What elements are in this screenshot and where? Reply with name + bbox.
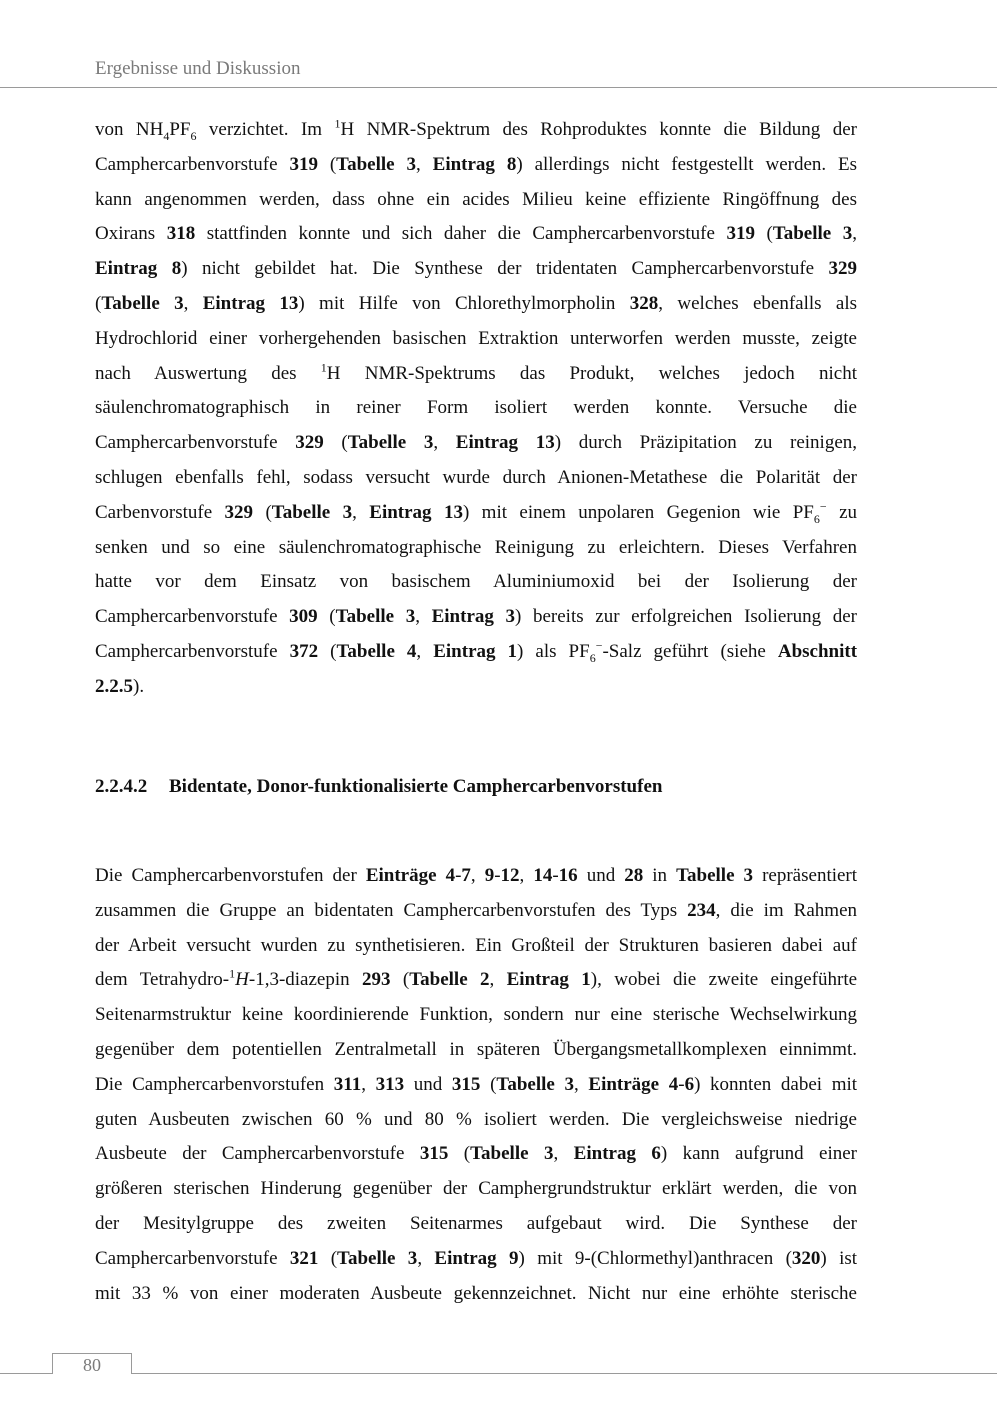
text-run: schlugen ebenfalls fehl, sodass versucht wurde durch Anionen-Metathese die Polarität der bbox=[95, 466, 857, 488]
text-run: und bbox=[577, 865, 625, 886]
text-line bbox=[95, 496, 857, 531]
text-run: ( bbox=[95, 292, 102, 314]
italic-text: H bbox=[235, 969, 249, 991]
text-run: Carbenvorstufe bbox=[95, 501, 225, 523]
text-line bbox=[95, 357, 857, 392]
text-run: größeren sterischen Hinderung gegenüber der Camphergrundstruktur erklärt werden, die von bbox=[95, 1178, 857, 1200]
text-run: -Salz geführt (siehe bbox=[602, 640, 778, 662]
section-number: 2.2.4.2 bbox=[95, 776, 148, 797]
text-run: ) ist bbox=[820, 1247, 858, 1269]
text-run: ), wobei die zweite eingeführte bbox=[590, 969, 858, 991]
bold-text: 234 bbox=[687, 899, 716, 921]
text-run: ) mit Hilfe von Chlorethylmorpholin bbox=[298, 292, 630, 314]
bold-text: Einträge 4 bbox=[365, 865, 456, 886]
text-run: ( bbox=[754, 223, 773, 245]
text-line bbox=[95, 894, 857, 929]
text-run: H NMR-Spektrums das Produkt, welches jedoch nicht bbox=[326, 362, 857, 384]
text-run: Camphercarbenvorstufe bbox=[95, 153, 290, 175]
bold-text: 315 bbox=[451, 1073, 481, 1095]
bold-text: 12 bbox=[500, 865, 520, 886]
bold-text: 16 bbox=[558, 865, 578, 886]
text-line bbox=[95, 1277, 857, 1312]
bold-text: 329 bbox=[295, 432, 324, 454]
text-line bbox=[95, 1033, 857, 1068]
text-run: Seitenarmstruktur keine koordinierende Funktion, sondern nur eine sterische Wechselwirkung bbox=[95, 1004, 857, 1026]
text-run: , bbox=[416, 153, 433, 175]
text-line bbox=[95, 287, 857, 322]
text-line bbox=[95, 183, 857, 218]
text-run: verzichtet. Im bbox=[196, 119, 335, 140]
text-run: Hydrochlorid einer vorhergehenden basischen Extraktion unterworfen werden musste, zeigte bbox=[95, 327, 857, 349]
body-paragraph-2 bbox=[95, 859, 857, 1311]
bold-text: Tabelle 3 bbox=[336, 153, 416, 175]
text-run: , bbox=[352, 501, 370, 523]
text-line bbox=[95, 963, 857, 998]
text-run: Ausbeute der Camphercarbenvorstufe bbox=[95, 1143, 420, 1165]
section-heading bbox=[95, 776, 662, 798]
text-run: , bbox=[489, 969, 507, 991]
bold-text: 328 bbox=[629, 292, 659, 314]
text-run: H NMR-Spektrum des Rohproduktes konnte die Bildung der bbox=[340, 119, 857, 140]
text-line bbox=[95, 391, 857, 426]
text-run: ( bbox=[323, 432, 348, 454]
text-run: von NH bbox=[95, 119, 164, 140]
header-rule bbox=[0, 87, 997, 88]
text-run: , bbox=[573, 1073, 589, 1095]
bold-text: 293 bbox=[362, 969, 391, 991]
bold-text: Eintrag 8 bbox=[95, 258, 182, 280]
bold-text: Eintrag 6 bbox=[573, 1143, 661, 1165]
text-line bbox=[95, 148, 857, 183]
text-run: nach Auswertung des bbox=[95, 362, 321, 384]
bold-text: 320 bbox=[791, 1247, 821, 1269]
text-run: ) mit einem unpolaren Gegenion wie PF bbox=[462, 501, 814, 523]
text-line bbox=[95, 1068, 857, 1103]
bold-text: Eintrag 1 bbox=[433, 640, 518, 662]
text-run: , bbox=[361, 1073, 376, 1095]
text-run: ( bbox=[318, 1247, 338, 1269]
text-line bbox=[95, 322, 857, 357]
text-line bbox=[95, 929, 857, 964]
subscript: 6 bbox=[813, 511, 820, 526]
text-run: zusammen die Gruppe an bidentaten Camphercarbenvorstufen des Typs bbox=[95, 899, 688, 921]
text-line bbox=[95, 531, 857, 566]
text-run: -1,3-diazepin bbox=[248, 969, 362, 991]
bold-text: 315 bbox=[419, 1143, 449, 1165]
text-line bbox=[95, 1103, 857, 1138]
text-run: , bbox=[417, 1247, 435, 1269]
text-line bbox=[95, 998, 857, 1033]
text-run: - bbox=[494, 865, 501, 886]
text-run: ) bereits zur erfolgreichen Isolierung der bbox=[515, 606, 857, 628]
body-paragraph-1 bbox=[95, 113, 857, 705]
text-run: , bbox=[415, 606, 432, 628]
bold-text: 28 bbox=[624, 865, 644, 886]
bold-text: Einträge 4 bbox=[588, 1073, 679, 1095]
text-run: kann angenommen werden, dass ohne ein acides Milieu keine effiziente Ringöffnung des bbox=[95, 188, 857, 210]
page-number: 80 bbox=[83, 1355, 101, 1375]
text-run: ( bbox=[480, 1073, 497, 1095]
text-run: und bbox=[404, 1073, 452, 1095]
text-run: ) nicht gebildet hat. Die Synthese der tridentaten Camphercarbenvorstufe bbox=[181, 258, 829, 280]
bold-text: Tabelle 3 bbox=[337, 1247, 418, 1269]
text-run: mit 33 % von einer moderaten Ausbeute gekennzeichnet. Nicht nur eine erhöhte sterische bbox=[95, 1282, 857, 1304]
bold-text: Eintrag 3 bbox=[431, 606, 516, 628]
text-line bbox=[95, 217, 857, 252]
text-line bbox=[95, 1137, 857, 1172]
text-run: Camphercarbenvorstufe bbox=[95, 432, 296, 454]
bold-text: 313 bbox=[375, 1073, 405, 1095]
text-run: , bbox=[852, 223, 858, 245]
text-line bbox=[95, 1172, 857, 1207]
text-run: senken und so eine säulenchromatographische Reinigung zu erleichtern. Dieses Verfahren bbox=[95, 536, 857, 558]
section-title: Bidentate, Donor-funktionalisierte Camphercarbenvorstufen bbox=[169, 776, 663, 797]
text-run: ). bbox=[133, 675, 145, 697]
text-run: Camphercarbenvorstufe bbox=[95, 640, 290, 662]
superscript: − bbox=[819, 499, 827, 514]
bold-text: Abschnitt bbox=[777, 640, 858, 662]
text-line bbox=[95, 252, 857, 287]
bold-text: Tabelle 3 bbox=[335, 606, 416, 628]
text-run: Camphercarbenvorstufe bbox=[95, 606, 290, 628]
bold-text: 6 bbox=[684, 1073, 695, 1095]
text-run: , bbox=[553, 1143, 574, 1165]
superscript: − bbox=[595, 638, 603, 653]
bold-text: Tabelle 3 bbox=[347, 432, 434, 454]
text-run: , welches ebenfalls als bbox=[658, 292, 857, 314]
text-run: ( bbox=[317, 153, 337, 175]
footer-rule bbox=[131, 1373, 997, 1374]
text-run: guten Ausbeuten zwischen 60 % und 80 % isoliert werden. Die vergleichsweise niedrige bbox=[95, 1108, 857, 1130]
superscript: 1 bbox=[334, 116, 341, 131]
running-header: Ergebnisse und Diskussion bbox=[95, 58, 301, 79]
text-line bbox=[95, 635, 857, 670]
text-run: Camphercarbenvorstufe bbox=[95, 1247, 290, 1269]
bold-text: Tabelle 3 bbox=[470, 1143, 554, 1165]
text-line bbox=[95, 1242, 857, 1277]
bold-text: Tabelle 2 bbox=[409, 969, 490, 991]
bold-text: 329 bbox=[828, 258, 857, 280]
text-run: ) durch Präzipitation zu reinigen, bbox=[554, 432, 858, 454]
text-line bbox=[95, 461, 857, 496]
text-line bbox=[95, 600, 857, 635]
text-run: ( bbox=[318, 640, 337, 662]
bold-text: Eintrag 13 bbox=[455, 432, 555, 454]
text-line bbox=[95, 426, 857, 461]
bold-text: 14 bbox=[533, 865, 553, 886]
text-run: Oxirans bbox=[95, 223, 167, 245]
text-run: ( bbox=[253, 501, 272, 523]
bold-text: 318 bbox=[166, 223, 196, 245]
text-run: ) mit 9-(Chlormethyl)anthracen ( bbox=[518, 1247, 792, 1269]
text-run: - bbox=[455, 865, 462, 886]
text-run: in bbox=[643, 865, 677, 886]
bold-text: 329 bbox=[224, 501, 254, 523]
bold-text: 309 bbox=[289, 606, 318, 628]
bold-text: Tabelle 3 bbox=[496, 1073, 574, 1095]
superscript: 1 bbox=[320, 360, 327, 375]
subscript: 6 bbox=[589, 650, 596, 665]
bold-text: 9 bbox=[484, 865, 495, 886]
text-line bbox=[95, 859, 857, 894]
text-run: ( bbox=[317, 606, 336, 628]
text-run: dem Tetrahydro- bbox=[95, 969, 230, 991]
text-run: ( bbox=[390, 969, 410, 991]
text-run: der Arbeit versucht wurden zu synthetisieren. Ein Großteil der Strukturen basieren dabei auf bbox=[95, 934, 857, 956]
bold-text: 319 bbox=[726, 223, 755, 245]
text-run: ) allerdings nicht festgestellt werden. Es bbox=[516, 153, 858, 175]
text-run: Die Camphercarbenvorstufen bbox=[95, 1073, 334, 1095]
text-run: gegenüber dem potentiellen Zentralmetall in späteren Übergangsmetallkomplexen einnimmt. bbox=[95, 1038, 857, 1060]
text-run: ) kann aufgrund einer bbox=[660, 1143, 858, 1165]
text-line bbox=[95, 565, 857, 600]
text-run: , bbox=[519, 865, 534, 886]
bold-text: 311 bbox=[333, 1073, 362, 1095]
subscript: 4 bbox=[163, 128, 170, 143]
text-run: Die Camphercarbenvorstufen der bbox=[95, 865, 366, 886]
bold-text: Tabelle 3 bbox=[271, 501, 353, 523]
text-run: stattfinden konnte und sich daher die Camphercarbenvorstufe bbox=[195, 223, 727, 245]
text-run: , bbox=[433, 432, 456, 454]
text-run: säulenchromatographisch in reiner Form isoliert werden konnte. Versuche die bbox=[95, 397, 857, 419]
bold-text: 321 bbox=[289, 1247, 319, 1269]
bold-text: Eintrag 13 bbox=[202, 292, 299, 314]
bold-text: Tabelle 3 bbox=[772, 223, 853, 245]
text-run: hatte vor dem Einsatz von basischem Aluminiumoxid bei der Isolierung der bbox=[95, 571, 857, 593]
text-run: , bbox=[416, 640, 434, 662]
bold-text: Eintrag 1 bbox=[506, 969, 591, 991]
bold-text: 372 bbox=[289, 640, 319, 662]
text-line bbox=[95, 1207, 857, 1242]
text-line bbox=[95, 670, 857, 705]
text-run: , die im Rahmen bbox=[715, 899, 857, 921]
text-run: ( bbox=[448, 1143, 471, 1165]
text-run: - bbox=[678, 1073, 685, 1095]
text-run: ) konnten dabei mit bbox=[694, 1073, 858, 1095]
text-run: zu bbox=[826, 501, 858, 523]
text-run: repräsentiert bbox=[753, 865, 858, 886]
text-run: , bbox=[470, 865, 485, 886]
text-run: ) als PF bbox=[517, 640, 590, 662]
subscript: 6 bbox=[190, 128, 197, 143]
bold-text: Eintrag 13 bbox=[369, 501, 463, 523]
bold-text: 319 bbox=[289, 153, 318, 175]
text-line bbox=[95, 113, 857, 148]
superscript: 1 bbox=[229, 967, 236, 982]
bold-text: Tabelle 3 bbox=[676, 865, 754, 886]
bold-text: Tabelle 4 bbox=[336, 640, 417, 662]
footer-rule bbox=[0, 1373, 52, 1374]
text-run: , bbox=[183, 292, 203, 314]
text-run: PF bbox=[169, 119, 191, 140]
bold-text: Tabelle 3 bbox=[101, 292, 184, 314]
bold-text: 2.2.5 bbox=[95, 675, 133, 697]
text-run: - bbox=[552, 865, 559, 886]
bold-text: Eintrag 8 bbox=[432, 153, 517, 175]
bold-text: 7 bbox=[461, 865, 471, 886]
bold-text: Eintrag 9 bbox=[434, 1247, 519, 1269]
text-run: der Mesitylgruppe des zweiten Seitenarmes aufgebaut wird. Die Synthese der bbox=[95, 1212, 857, 1234]
